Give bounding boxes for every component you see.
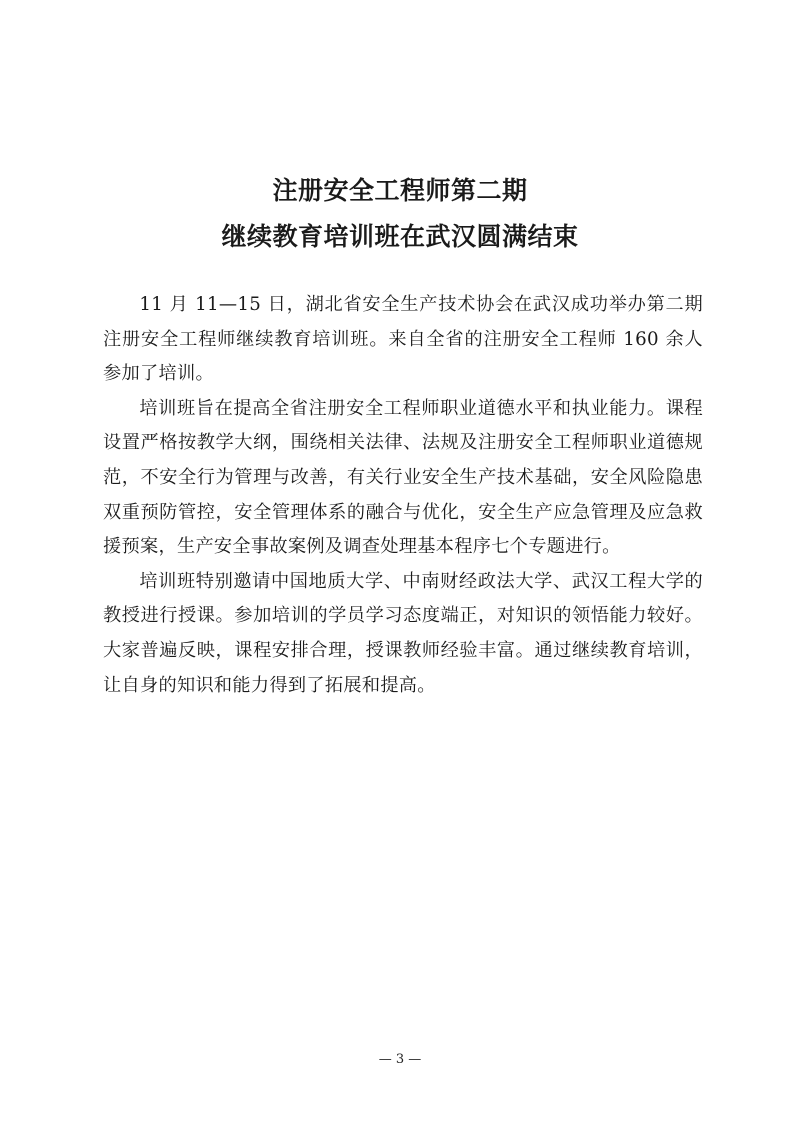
- paragraph-2: 培训班旨在提高全省注册安全工程师职业道德水平和执业能力。课程设置严格按教学大纲，围绕相关法律、法规及注册安全工程师职业道德规范，不安全行为管理与改善，有关行业安全生产技术基础，安全风险隐患双重预防管控，安全管理体系的融合与优化，安全生产应急管理及应急救援预案，生产安全事故案例及调查处理基本程序七个专题进行。: [103, 397, 703, 558]
- page-number: — 3 —: [378, 1052, 422, 1067]
- paragraph-1: 11 月 11—15 日，湖北省安全生产技术协会在武汉成功举办第二期注册安全工程师继续教育培训班。来自全省的注册安全工程师 160 余人参加了培训。: [103, 294, 703, 385]
- paragraph-3: 培训班特别邀请中国地质大学、中南财经政法大学、武汉工程大学的教授进行授课。参加培训的学员学习态度端正，对知识的领悟能力较好。大家普遍反映，课程安排合理，授课教师经验丰富。通过继续教育培训，让自身的知识和能力得到了拓展和提高。: [103, 570, 703, 696]
- article-title: [0, 168, 800, 260]
- title-line-2: 继续教育培训班在武汉圆满结束: [221, 222, 579, 251]
- title-line-1: 注册安全工程师第二期: [272, 176, 528, 205]
- article-body: [103, 288, 703, 703]
